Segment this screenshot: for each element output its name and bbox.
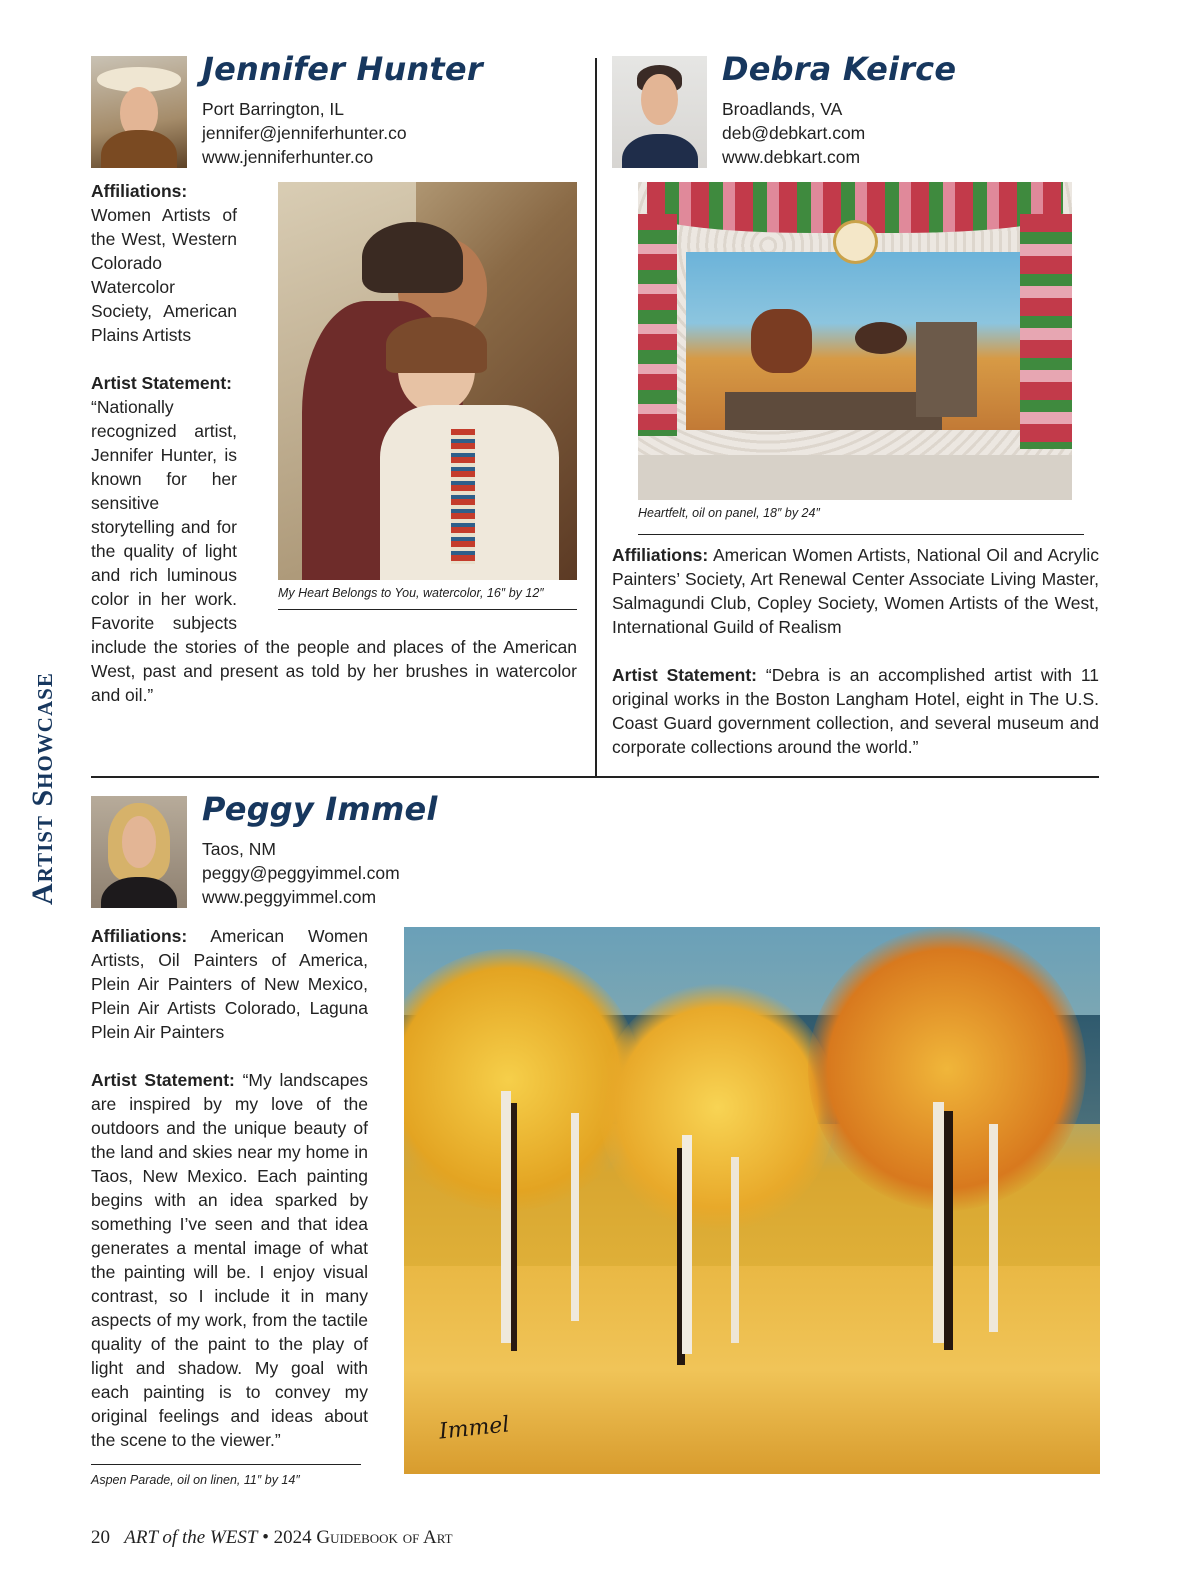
guidebook-title: 2024 Guidebook of Art — [273, 1527, 453, 1548]
statement-label: Artist Statement: — [91, 1070, 235, 1090]
statement-text: “Nationally recognized artist, Jennifer Hunter, is known for her sensitive storytelling and for the quality of light and rich luminous color in her work. Favorite subjects include the stories of the people and places of the American West, past and present as told by her brushes in watercolor and oil.” — [91, 397, 577, 705]
section-divider — [91, 776, 1099, 778]
artist-website[interactable]: www.peggyimmel.com — [202, 887, 377, 907]
artist-contact — [722, 97, 865, 169]
artist-portrait — [91, 796, 187, 908]
magazine-title: ART of the WEST — [124, 1527, 258, 1548]
artist-website[interactable]: www.debkart.com — [722, 147, 861, 167]
artist-contact — [202, 97, 407, 169]
statement-text: “Debra is an accomplished artist with 11 original works in the Boston Langham Hotel, eight in The U.S. Coast Guard government collection, and several museum and corporate collections around the world.” — [612, 665, 1099, 757]
caption-rule — [278, 609, 577, 610]
artist-name: Jennifer Hunter — [202, 50, 483, 88]
artist-location: Taos, NM — [202, 839, 276, 859]
footer-bullet: • — [262, 1527, 269, 1548]
affiliations-label: Affiliations: — [612, 545, 709, 565]
painting-signature: Immel — [437, 1412, 511, 1445]
statement-label: Artist Statement: — [612, 665, 758, 685]
artist-location: Broadlands, VA — [722, 99, 843, 119]
column-divider — [595, 58, 597, 776]
statement-label: Artist Statement: — [91, 373, 232, 393]
artist-email[interactable]: jennifer@jenniferhunter.co — [202, 123, 407, 143]
affiliations-text: American Women Artists, National Oil and Acrylic Painters’ Society, Art Renewal Center Associate Living Master, Salmagundi Club, Copley Society, Women Artists of the West, International Guild of Realism — [612, 545, 1099, 637]
affiliations-label: Affiliations: — [91, 926, 188, 946]
affiliations-text: American Women Artists, Oil Painters of America, Plein Air Painters of New Mexico, Plein Air Artists Colorado, Laguna Plein Air Painters — [91, 926, 368, 1042]
artist-name: Debra Keirce — [722, 50, 957, 88]
artwork-caption: Heartfelt, oil on panel, 18″ by 24″ — [638, 506, 820, 520]
affiliations-text: Women Artists of the West, Western Colorado Watercolor Society, American Plains Artists — [91, 205, 237, 345]
artist-portrait — [612, 56, 707, 168]
artist-contact — [202, 837, 400, 909]
artist-bio — [91, 924, 368, 1452]
statement-text: “My landscapes are inspired by my love of the outdoors and the unique beauty of the land and skies near my home in Taos, New Mexico. Each painting begins with an idea sparked by something I’ve seen and that idea generates a mental image of what the painting will be. I enjoy visual contrast, so I include it in many aspects of my work, from the tactile quality of the paint to the play of light and shadow. My goal with each painting is to convey my original feelings and ideas about the scene to the viewer.” — [91, 1070, 368, 1450]
artwork-image — [278, 182, 577, 580]
artist-email[interactable]: peggy@peggyimmel.com — [202, 863, 400, 883]
page-footer — [91, 1527, 453, 1549]
artwork-image — [638, 182, 1072, 500]
artist-bio — [612, 543, 1099, 759]
artist-portrait — [91, 56, 187, 168]
caption-rule — [91, 1464, 361, 1465]
artist-email[interactable]: deb@debkart.com — [722, 123, 866, 143]
artist-location: Port Barrington, IL — [202, 99, 345, 119]
artwork-caption: My Heart Belongs to You, watercolor, 16″ by 12″ — [278, 586, 544, 600]
artist-name: Peggy Immel — [202, 790, 438, 828]
section-label: Artist Showcase — [26, 672, 59, 905]
caption-rule — [638, 534, 1084, 535]
artwork-caption: Aspen Parade, oil on linen, 11″ by 14″ — [91, 1473, 300, 1487]
artwork-image — [404, 927, 1100, 1474]
page-number: 20 — [91, 1527, 110, 1548]
artist-website[interactable]: www.jenniferhunter.co — [202, 147, 374, 167]
affiliations-label: Affiliations: — [91, 181, 188, 201]
